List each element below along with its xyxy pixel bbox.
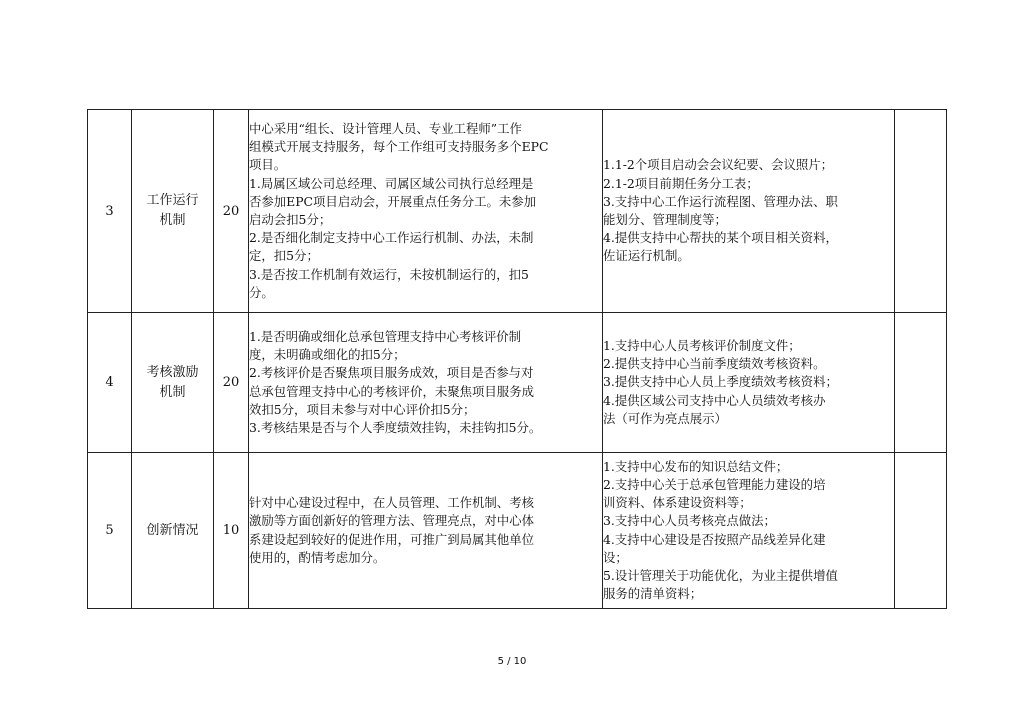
item-score: 20 (214, 313, 249, 453)
materials-line: 能划分、管理制度等； (603, 212, 727, 227)
criteria-cell (249, 110, 603, 313)
materials-cell (603, 453, 895, 609)
row-number: 5 (88, 453, 132, 609)
page-number: 5 / 10 (497, 656, 527, 667)
materials-line: 4.提供支持中心帮扶的某个项目相关资料， (603, 230, 838, 246)
materials-line: 5.设计管理关于功能优化，为业主提供增值 (603, 567, 838, 583)
item-score: 10 (214, 453, 249, 609)
extra-cell (895, 313, 947, 453)
materials-line: 3.支持中心人员考核亮点做法； (603, 513, 776, 529)
materials-line: 4.提供区域公司支持中心人员绩效考核办 (603, 392, 826, 408)
criteria-line: 针对中心建设过程中，在人员管理、工作机制、考核 (249, 495, 534, 511)
extra-cell (895, 453, 947, 609)
evaluation-table (87, 109, 947, 609)
item-name-line: 考核激励 (146, 364, 199, 380)
item-name-line: 工作运行 (146, 193, 199, 208)
criteria-line: 1.是否明确或细化总承包管理支持中心考核评价制 (249, 328, 522, 344)
materials-line: 1.1-2个项目启动会会议纪要、会议照片； (603, 157, 834, 173)
criteria-line: 项目。 (249, 157, 287, 173)
criteria-line: 效扣5分，项目未参与对中心评价扣5分； (249, 401, 476, 417)
extra-cell (895, 110, 947, 313)
item-name-line: 机制 (159, 384, 186, 400)
item-name (132, 313, 214, 453)
criteria-line: 使用的，酌情考虑加分。 (249, 549, 386, 565)
materials-line: 佐证运行机制。 (603, 248, 690, 264)
criteria-line: 定，扣5分； (249, 248, 319, 264)
criteria-line: 3.考核结果是否与个人季度绩效挂钩，未挂钩扣5分。 (249, 419, 542, 435)
table-row (88, 453, 947, 609)
materials-line: 3.提供支持中心人员上季度绩效考核资料； (603, 374, 838, 390)
materials-line: 服务的清单资料； (603, 586, 703, 602)
criteria-line: 分。 (249, 284, 274, 300)
row-number: 3 (88, 110, 132, 313)
criteria-line: 系建设起到较好的促进作用，可推广到局属其他单位 (249, 531, 534, 547)
materials-cell (603, 313, 895, 453)
materials-cell (603, 110, 895, 313)
item-name (132, 453, 214, 609)
criteria-cell (249, 453, 603, 609)
criteria-line: 2.是否细化制定支持中心工作运行机制、办法，未制 (249, 230, 534, 246)
criteria-line: 度，未明确或细化的扣5分； (249, 347, 406, 363)
materials-line: 2.1-2项目前期任务分工表； (603, 175, 759, 191)
materials-line: 1.支持中心人员考核评价制度文件； (603, 337, 801, 353)
criteria-line: 2.考核评价是否聚焦项目服务成效，项目是否参与对 (249, 365, 534, 381)
criteria-line: 1.局属区域公司总经理、司属区域公司执行总经理是 (249, 175, 534, 191)
criteria-line: 激励等方面创新好的管理方法、管理亮点，对中心体 (249, 513, 534, 529)
criteria-line: 3.是否按工作机制有效运行，未按机制运行的，扣5 (249, 266, 529, 282)
materials-line: 1.支持中心发布的知识总结文件； (603, 458, 789, 474)
criteria-line: 中心采用“组长、设计管理人员、专业工程师”工作 (249, 120, 522, 136)
criteria-line: 启动会扣5分； (249, 212, 332, 227)
materials-line: 2.支持中心关于总承包管理能力建设的培 (603, 476, 826, 492)
materials-line: 4.支持中心建设是否按照产品线差异化建 (603, 531, 826, 547)
materials-line: 法（可作为亮点展示） (603, 410, 727, 426)
materials-line: 设； (603, 549, 628, 565)
item-name-line: 机制 (159, 213, 186, 228)
row-number: 4 (88, 313, 132, 453)
item-name (132, 110, 214, 313)
criteria-line: 否参加EPC项目启动会，开展重点任务分工。未参加 (249, 193, 537, 209)
table-row (88, 110, 947, 313)
criteria-cell (249, 313, 603, 453)
item-score: 20 (214, 110, 249, 313)
materials-line: 2.提供支持中心当前季度绩效考核资料。 (603, 356, 826, 372)
materials-line: 训资料、体系建设资料等； (603, 495, 752, 511)
item-name-line: 创新情况 (146, 522, 199, 538)
criteria-line: 组模式开展支持服务，每个工作组可支持服务多个EPC (249, 139, 549, 155)
table-row (88, 313, 947, 453)
materials-line: 3.支持中心工作运行流程图、管理办法、职 (603, 193, 838, 209)
criteria-line: 总承包管理支持中心的考核评价，未聚焦项目服务成 (249, 383, 534, 399)
